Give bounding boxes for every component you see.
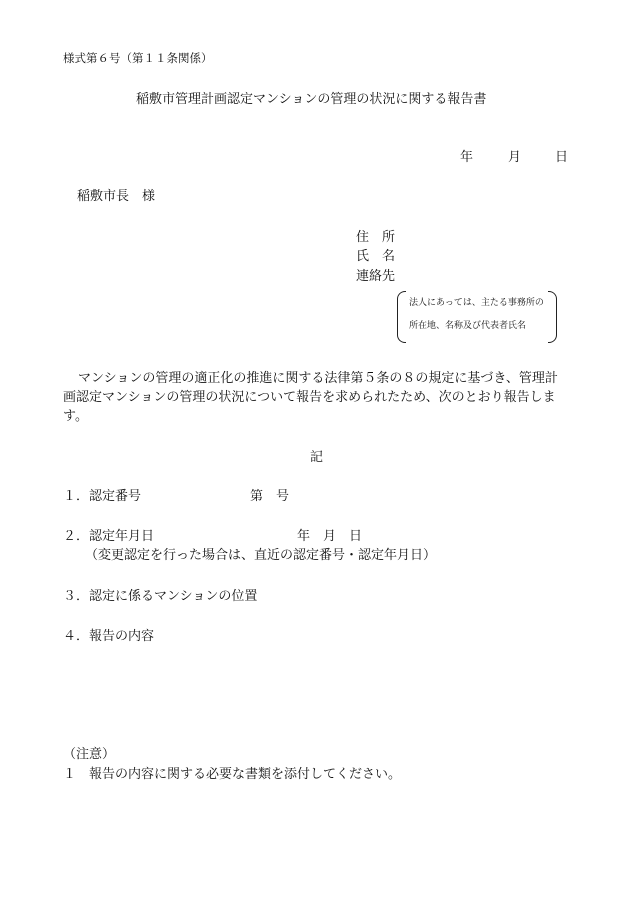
corporate-note-right-bracket <box>548 291 557 343</box>
body-line: す。 <box>63 409 88 424</box>
name-label: 氏 名 <box>356 249 396 264</box>
item-certification-number-label: １．認定番号 <box>63 489 142 504</box>
notes-heading: （注意） <box>63 747 116 762</box>
item-certification-date-note: （変更認定を行った場合は、直近の認定番号・認定年月日） <box>85 548 437 563</box>
item-mansion-location-label: ３．認定に係るマンションの位置 <box>63 589 258 604</box>
corporate-note-line1: 法人にあっては、主たる事務所の <box>409 298 544 308</box>
item-certification-date-value: 年 月 日 <box>297 529 363 544</box>
form-number: 様式第６号（第１１条関係） <box>63 51 213 65</box>
contact-label: 連絡先 <box>356 269 396 284</box>
address-label: 住 所 <box>356 230 396 245</box>
item-certification-number-value: 第 号 <box>250 489 290 504</box>
addressee: 稲敷市長 様 <box>77 189 156 204</box>
date-day: 日 <box>555 150 569 165</box>
corporate-note-left-bracket <box>397 291 406 343</box>
document-title: 稲敷市管理計画認定マンションの管理の状況に関する報告書 <box>136 92 487 107</box>
body-line: 画認定マンションの管理の状況について報告を求められたため、次のとおり報告しま <box>63 390 556 405</box>
body-line: マンションの管理の適正化の推進に関する法律第５条の８の規定に基づき、管理計 <box>78 371 558 386</box>
corporate-note-line2: 所在地、名称及び代表者氏名 <box>409 321 527 331</box>
date-year: 年 <box>460 150 474 165</box>
note-item: １ 報告の内容に関する必要な書類を添付してください。 <box>63 767 402 782</box>
date-month: 月 <box>508 150 522 165</box>
item-certification-date-label: ２．認定年月日 <box>63 529 155 544</box>
item-report-content-label: ４．報告の内容 <box>63 629 155 644</box>
ki-heading: 記 <box>310 450 324 465</box>
